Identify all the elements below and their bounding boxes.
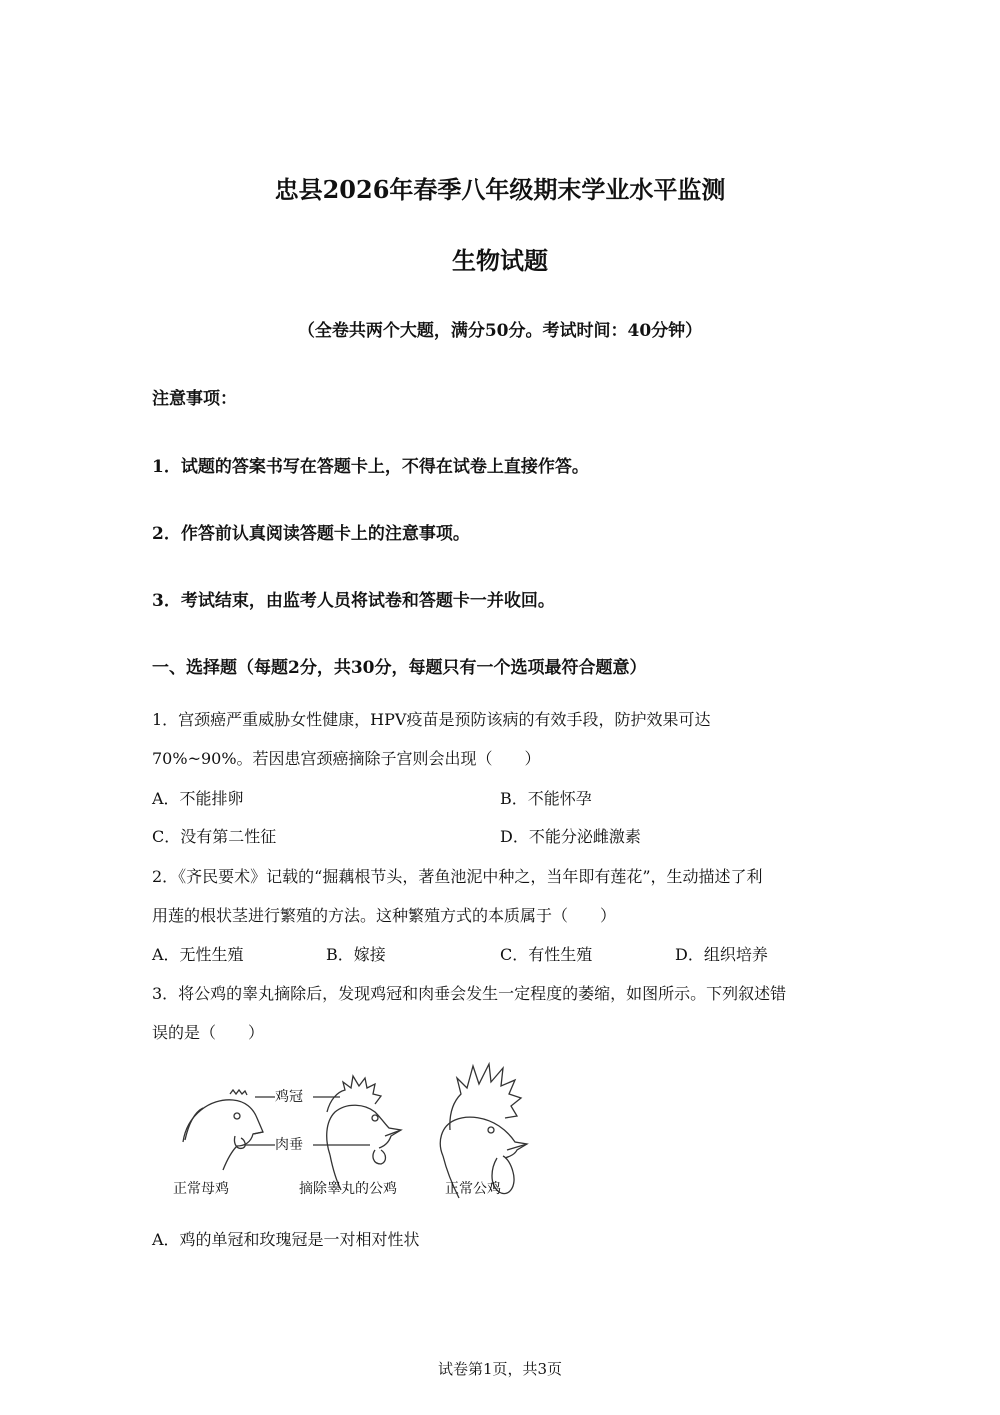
question-1-line: 1．宫颈癌严重威胁女性健康，HPV疫苗是预防该病的有效手段，防护效果可达 [152, 710, 711, 729]
wattle-label: 肉垂 [275, 1137, 303, 1153]
question-3-option-a: A．鸡的单冠和玫瑰冠是一对相对性状 [152, 1230, 420, 1249]
question-2-line: 用莲的根状茎进行繁殖的方法。这种繁殖方式的本质属于（ ） [152, 906, 617, 925]
hen-head-drawing [183, 1090, 263, 1170]
notice-item: 1．试题的答案书写在答题卡上，不得在试卷上直接作答。 [152, 457, 589, 477]
question-3-line: 3．将公鸡的睾丸摘除后，发现鸡冠和肉垂会发生一定程度的萎缩，如图所示。下列叙述错 [152, 984, 787, 1003]
question-1-line: 70%~90%。若因患宫颈癌摘除子宫则会出现（ ） [152, 749, 541, 768]
hen-caption: 正常母鸡 [173, 1181, 229, 1197]
question-1-option-a: A．不能排卵 [152, 789, 244, 808]
question-2-option-d: D．组织培养 [675, 945, 768, 964]
question-2-option-a: A．无性生殖 [152, 945, 244, 964]
exam-title: 忠县2026年春季八年级期末学业水平监测 [274, 175, 726, 204]
question-2-option-b: B．嫁接 [326, 945, 386, 964]
notice-item: 3．考试结束，由监考人员将试卷和答题卡一并收回。 [152, 591, 555, 611]
comb-label: 鸡冠 [275, 1089, 303, 1105]
capon-head-drawing [327, 1076, 401, 1190]
question-3-line: 误的是（ ） [152, 1023, 265, 1042]
subject-title: 生物试题 [452, 246, 548, 275]
question-2-line: 2．《齐民要术》记载的“掘藕根节头，著鱼池泥中种之，当年即有莲花”，生动描述了利 [152, 867, 763, 886]
notice-item: 2．作答前认真阅读答题卡上的注意事项。 [152, 524, 470, 544]
capon-caption: 摘除睾丸的公鸡 [299, 1181, 397, 1197]
question-1-option-c: C．没有第二性征 [152, 827, 277, 846]
question-2-option-c: C．有性生殖 [500, 945, 593, 964]
chicken-comb-figure [165, 1060, 545, 1210]
question-1-option-b: B．不能怀孕 [500, 789, 592, 808]
rooster-caption: 正常公鸡 [445, 1181, 501, 1197]
exam-info: （全卷共两个大题，满分50分。考试时间：40分钟） [297, 321, 703, 341]
section-heading: 一、选择题（每题2分，共30分，每题只有一个选项最符合题意） [152, 658, 647, 678]
notice-heading: 注意事项： [152, 389, 237, 409]
question-1-option-d: D．不能分泌雌激素 [500, 827, 641, 846]
page-footer: 试卷第1页，共3页 [437, 1360, 563, 1378]
